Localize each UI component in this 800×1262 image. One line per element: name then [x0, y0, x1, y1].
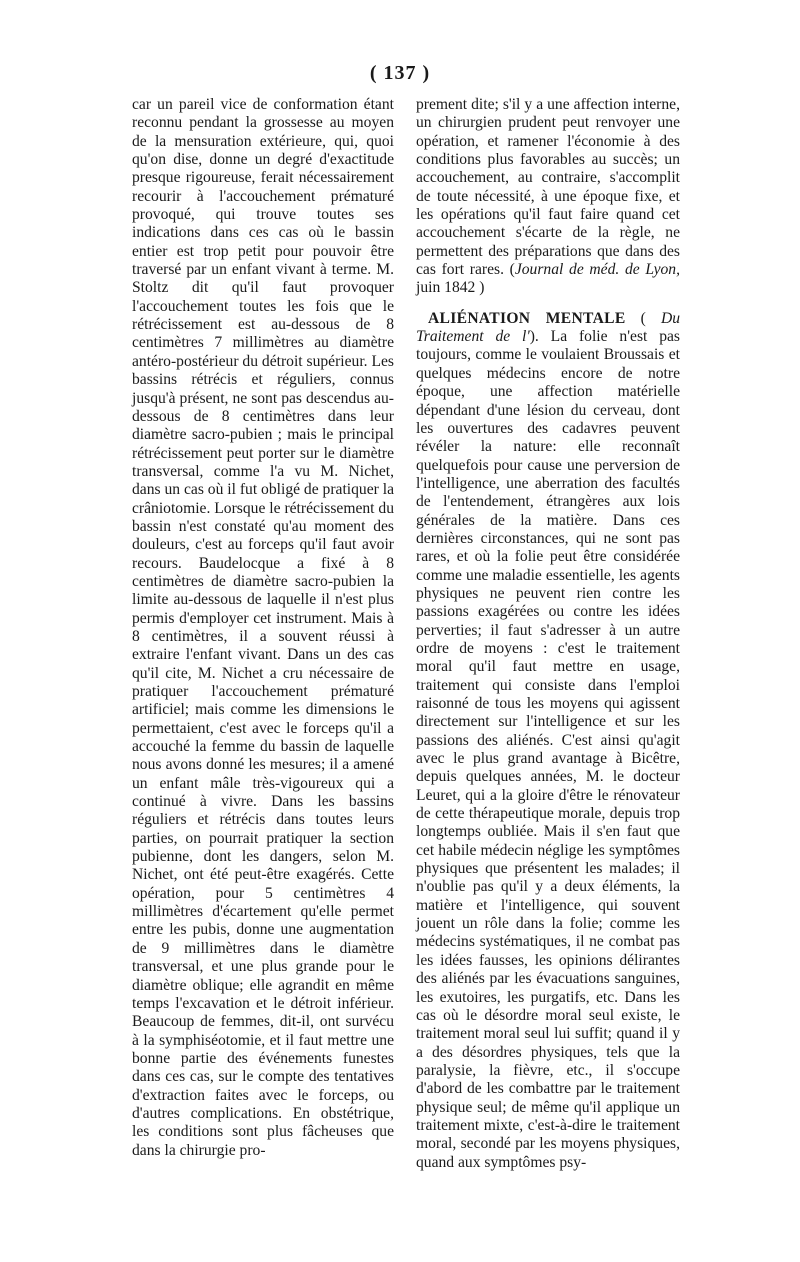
- left-column-text: car un pareil vice de conformation étant reconnu pendant la grossesse au moyen de la mensuration extérieure, qui, quoi qu'on dise, donne un degré d'exactitude presque rigoureuse, ferait nécessairement recourir à l'accouchement prématuré provoqué, qui trouve toutes ses indications dans ces cas où le bassin entier est trop petit pour pouvoir être traversé par un enfant vivant à terme. M. Stoltz dit qu'il faut provoquer l'accouchement toutes les fois que le rétrécissement est au-dessous de 8 centimètres 7 millimètres au diamètre antéro-postérieur du détroit supérieur. Les bassins rétrécis et réguliers, connus jusqu'à présent, ne sont pas descendus au-dessous de 8 centimètres dans leur diamètre sacro-pubien ; mais le principal rétrécissement peut porter sur le diamètre transversal, comme l'a vu M. Nichet, dans un cas où il fut obligé de pratiquer la crâniotomie. Lorsque le rétrécissement du bassin n'est constaté qu'au moment des douleurs, c'est au forceps qu'il faut avoir recours. Baudelocque a fixé à 8 centimètres de diamètre sacro-pubien la limite au-dessous de laquelle il n'est plus permis d'employer cet instrument. Mais à 8 centimètres, il a souvent réussi à extraire l'enfant vivant. Dans un des cas qu'il cite, M. Nichet a cru nécessaire de pratiquer l'accouchement prématuré artificiel; mais comme les dimensions le permettaient, c'est avec le forceps qu'il a accouché la femme du bassin de laquelle nous avons donné les mesures; il a amené un enfant mâle très-vigoureux qui a continué à vivre. Dans les bassins réguliers et rétrécis dans toutes leurs parties, on pourrait pratiquer la section pubienne, dont les dangers, selon M. Nichet, ont été peut-être exagérés. Cette opération, pour 5 centimètres 4 millimètres d'écartement qu'elle permet entre les pubis, donne une augmentation de 9 millimètres dans le diamètre transversal, et une plus grande pour le diamètre oblique; elle agrandit en même temps l'excavation et le détroit inférieur. Beaucoup de femmes, dit-il, ont survécu à la symphiséotomie, et il faut mettre une bonne partie des événements funestes dans ces cas, sur le compte des tentatives d'extraction faites avec le forceps, ou d'autres complications. En obstétrique, les conditions sont plus fâcheuses que dans la chirurgie pro-: [132, 96, 394, 1159]
- right-column: [416, 96, 680, 1172]
- left-column: [132, 96, 394, 1160]
- section-subtitle: Du Traitement de l': [416, 309, 680, 346]
- right-column-continuation: [416, 96, 680, 298]
- subtitle-close: ).: [529, 328, 551, 346]
- journal-reference: Journal de méd. de Lyon,: [514, 261, 680, 279]
- page-number: ( 137 ): [369, 62, 431, 84]
- section-text: La folie n'est pas toujours, comme le voulaient Broussais et quelques médecins encore de notre époque, une affection matérielle dépendant d'une lésion du cerveau, dont les ouvertures des cadavres peuvent révéler la nature: elle reconnaît quelquefois pour cause une perversion de l'intelligence, une aberration des facultés de l'entendement, étrangères aux lois générales de la matière. Dans ces dernières circonstances, qui ne sont pas rares, et où la folie peut être considérée comme une maladie essentielle, les agents physiques ne peuvent rien contre les passions exagérées ou contre les idées perverties; il faut s'adresser à un autre ordre de moyens : c'est le traitement moral qu'il faut mettre en usage, traitement qui consiste dans l'emploi raisonné de tous les moyens qui agissent directement sur l'intelligence et sur les passions des aliénés. C'est ainsi qu'agit avec le plus grand avantage à Bicêtre, depuis quelques années, M. le docteur Leuret, qui a la gloire d'être le rénovateur de cette thérapeutique morale, depuis trop longtemps oubliée. Mais il s'en faut que cet habile médecin néglige les symptômes physiques que présentent les malades; il n'oublie pas qu'il y a deux éléments, la matière et l'intelligence, qui souvent jouent un rôle dans la folie; comme les médecins systématiques, il ne combat pas les idées fausses, les opinions délirantes des aliénés par les évacuations sanguines, les exutoires, les purgatifs, etc. Dans les cas où le désordre moral seul existe, le traitement moral seul lui suffit; quand il y a des désordres physiques, tels que la paralysie, la fièvre, etc., il s'occupe d'abord de les combattre par le traitement physique seul; de même qu'il applique un traitement mixte, c'est-à-dire le traitement moral, secondé par les moyens physiques, quand aux symptômes psy-: [416, 328, 681, 1171]
- section-title: ALIÉNATION MENTALE: [428, 309, 626, 327]
- journal-date: juin 1842 ): [416, 279, 485, 297]
- section-alienation-mentale: [416, 310, 680, 1172]
- continuation-text: prement dite; s'il y a une affection interne, un chirurgien prudent peut renvoyer une opération, et ramener l'économie à des conditions plus favorables au succès; un accouchement, au contraire, s'accomplit de toute nécessité, à une époque fixe, et les opérations qu'il faut faire quand cet accouchement s'écarte de la règle, ne permettent des préparations que dans des cas fort rares. (: [416, 96, 680, 279]
- subtitle-open: (: [625, 309, 661, 327]
